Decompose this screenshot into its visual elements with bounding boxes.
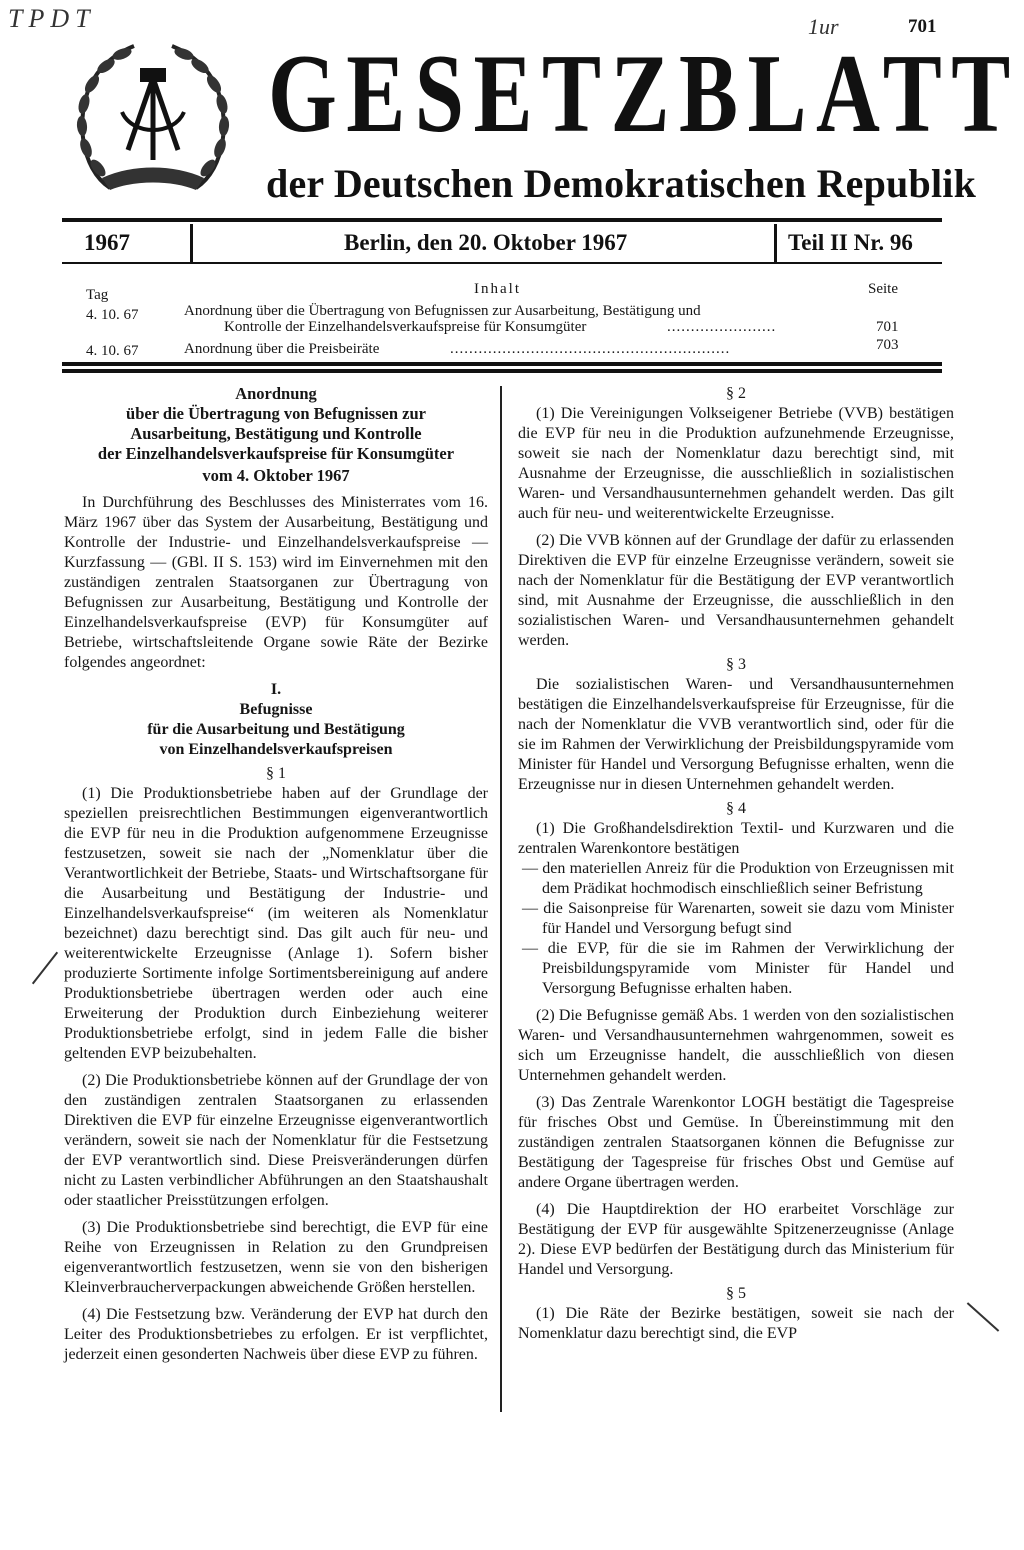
toc-entry-date: 4. 10. 67 bbox=[86, 307, 139, 323]
contents-rule bbox=[62, 369, 942, 373]
section-title: von Einzelhandelsverkaufspreisen bbox=[159, 741, 393, 758]
state-emblem-icon bbox=[72, 38, 234, 200]
margin-mark bbox=[32, 952, 58, 985]
paragraph-text: (3) Die Produktionsbetriebe sind berechtigt, die EVP für eine Reihe von Erzeugnissen in Relation zu den Grundpreisen eigenverantwortlich festzusetzen, wenn sie von den bisherigen Kleinverbraucherverpackungen abweichende Größen herstellen. bbox=[64, 1219, 488, 1296]
section-title: Befugnisse bbox=[239, 701, 313, 718]
paragraph-text: (3) Das Zentrale Warenkontor LOGH bestätigt die Tagespreise für frisches Obst und Gemüse. In Übereinstimmung mit den zuständigen zentralen Staatsorganen können die Befugnisse zur Bestätigung der Tagespreise für frisches Obst und Gemüse auf andere Organe übertragen werden. bbox=[518, 1094, 954, 1191]
paragraph-text: (1) Die Großhandelsdirektion Textil- und Kurzwaren und die zentralen Warenkontore bestätigen bbox=[518, 820, 954, 857]
toc-entry-page: 701 bbox=[876, 319, 899, 335]
issue-divider bbox=[774, 224, 777, 264]
toc-page-header: Seite bbox=[868, 281, 898, 297]
toc-entry-title: Kontrolle der Einzelhandelsverkaufspreise für Konsumgüter bbox=[224, 319, 587, 335]
list-item: — die Saisonpreise für Warenarten, soweit sie dazu vom Minister für Handel und Versorgung befugt sind bbox=[522, 900, 954, 937]
toc-leader-dots: ........................................................... bbox=[450, 341, 731, 357]
paragraph-sign: § 3 bbox=[726, 656, 746, 673]
paragraph-sign: § 4 bbox=[726, 800, 746, 817]
issue-year: 1967 bbox=[84, 230, 130, 255]
paragraph-text: (4) Die Festsetzung bzw. Veränderung der EVP hat durch den Leiter des Produktionsbetriebes zu erfolgen. Er ist verpflichtet, jederzeit einen gesonderten Nachweis über diese EVP zu führen. bbox=[64, 1306, 488, 1363]
margin-mark bbox=[967, 1302, 1000, 1332]
toc-entry-page: 703 bbox=[876, 337, 899, 353]
issue-bar bbox=[62, 224, 942, 262]
paragraph-text: (1) Die Räte der Bezirke bestätigen, soweit sie nach der Nomenklatur dazu berechtigt sind, die EVP bbox=[518, 1305, 954, 1342]
paragraph-sign: § 5 bbox=[726, 1285, 746, 1302]
list-item: — den materiellen Anreiz für die Produktion von Erzeugnissen mit dem Prädikat hochmodisch einschließlich seiner Befristung bbox=[522, 860, 954, 897]
masthead-title: GESETZBLATT bbox=[268, 32, 1020, 156]
decree-intro: In Durchführung des Beschlusses des Ministerrates vom 16. März 1967 über das System der Ausarbeitung, Bestätigung und Kontrolle der Industrie- und Einzelhandelsverkaufspreise — Kurzfassung — (GBl. II S. 153) wird im Einvernehmen mit den zuständigen zentralen Staatsorganen zur Übertragung von Befugnissen zur Ausarbeitung, Bestätigung und Kontrolle der Einzelhandelsverkaufspreise (EVP) für Konsumgüter auf Betriebe, wirtschaftsleitende Organe sowie Räte der Bezirke folgendes angeordnet: bbox=[64, 494, 488, 671]
toc-entry-title: Anordnung über die Übertragung von Befugnissen zur Ausarbeitung, Bestätigung und bbox=[184, 303, 701, 319]
column-divider bbox=[500, 386, 502, 1412]
toc-day-header: Tag bbox=[86, 287, 109, 303]
paragraph-sign: § 2 bbox=[726, 385, 746, 402]
list-item: — die EVP, für die sie im Rahmen der Verwirklichung der Preisbildungspyramide vom Minister für Handel und Versorgung Befugnisse erhalten haben. bbox=[522, 940, 954, 997]
left-column bbox=[64, 384, 488, 1365]
decree-title: Ausarbeitung, Bestätigung und Kontrolle bbox=[130, 424, 422, 443]
paragraph-text: Die sozialistischen Waren- und Versandhausunternehmen bestätigen die Einzelhandelsverkaufspreise für Erzeugnisse, für die nach der Nomenklatur die VVB verantwortlich sind, oder für die sie im Rahmen der Verwirklichung der Preisbildungspyramide vom Minister für Handel und Versorgung Befugnisse erhalten, wenn die Erzeugnisse nur in diesen Unternehmen gehandelt werden. bbox=[518, 676, 954, 793]
decree-title: der Einzelhandelsverkaufspreise für Konsumgüter bbox=[97, 444, 455, 463]
issue-place-date: Berlin, den 20. Oktober 1967 bbox=[344, 230, 628, 255]
right-column bbox=[518, 384, 954, 1344]
paragraph-text: (1) Die Produktionsbetriebe haben auf der Grundlage der speziellen preisrechtlichen Bestimmungen eigenverantwortlich die EVP für neu in die Produktion aufgenommene Erzeugnisse festzusetzen, soweit sie nach der „Nomenklatur über die Verantwortlichkeit der Betriebe, Staats- und Wirtschaftsorgane für die Ausarbeitung und Bestätigung der Industrie- und Einzelhandelsverkaufspreise“ (im weiteren als Nomenklatur bezeichnet) dazu berechtigt sind. Das gilt auch für neu- und weiterentwickelte Erzeugnisse (Anlage 1). Sofern bisher produzierte Sortimente infolge Sortimentsbereinigung auf andere Produktionsbetriebe übertragen werden oder auch eine Erweiterung der Produktion durch Einbeziehung weiterer Produktionsbetriebe erfolgt, sind in jedem Falle die bisher geltenden EVP beizubehalten. bbox=[64, 785, 488, 1062]
toc-entry-title: Anordnung über die Preisbeiräte bbox=[184, 341, 380, 357]
handwritten-note: TPDT bbox=[8, 4, 96, 33]
masthead-rule bbox=[62, 218, 942, 222]
page-number: 701 bbox=[908, 16, 937, 37]
issue-divider bbox=[190, 224, 193, 264]
paragraph-text: (1) Die Vereinigungen Volkseigener Betriebe (VVB) bestätigen die EVP für neu in die Produktion aufzunehmende Erzeugnisse, soweit sie nach der Nomenklatur dazu berechtigt sind, mit Ausnahme der Erzeugnisse, die ausschließlich in sozialistischen Waren- und Versandhausunternehmen gehandelt werden. Das gilt auch für neu- und weiterentwickelte Erzeugnisse. bbox=[518, 405, 954, 522]
issue-bar-rule bbox=[62, 262, 942, 264]
contents-rule bbox=[62, 362, 942, 366]
issue-part-number: Teil II Nr. 96 bbox=[788, 230, 913, 255]
table-of-contents bbox=[62, 278, 942, 358]
handwritten-note: 1ur bbox=[808, 14, 839, 39]
paragraph-text: (2) Die Produktionsbetriebe können auf der Grundlage der von den zuständigen zentralen Staatsorganen zu erlassenden Direktiven die EVP für einzelne Erzeugnisse eigenverantwortlich verändern, soweit sie nach der Nomenklatur für die Festsetzung der EVP verantwortlich sind. Diese Preisveränderungen dürfen nicht zu Lasten verbindlicher Abführungen an den Staatshaushalt oder staatlicher Preisstützungen erfolgen. bbox=[64, 1072, 488, 1209]
section-number: I. bbox=[270, 681, 282, 698]
toc-heading: Inhalt bbox=[474, 281, 521, 297]
paragraph-text: (2) Die VVB können auf der Grundlage der dafür zu erlassenden Direktiven die EVP für einzelne Erzeugnisse verändern, soweit sie nach der Nomenklatur für die Bestätigung der EVP verantwortlich sind, mit Ausnahme der Erzeugnisse, die ausschließlich in den sozialistischen Waren- und Versandhausunternehmen gehandelt werden. bbox=[518, 532, 954, 649]
decree-title: Anordnung bbox=[235, 384, 317, 403]
masthead-subtitle: der Deutschen Demokratischen Republik bbox=[266, 161, 977, 206]
toc-leader-dots: ....................... bbox=[667, 319, 777, 335]
decree-date: vom 4. Oktober 1967 bbox=[202, 466, 350, 485]
paragraph-text: (2) Die Befugnisse gemäß Abs. 1 werden von den sozialistischen Waren- und Versandhausunternehmen wahrgenommen, soweit es sich um Erzeugnisse handelt, die ausschließlich von diesen Unternehmen gehandelt werden. bbox=[518, 1007, 954, 1084]
decree-title: über die Übertragung von Befugnissen zur bbox=[126, 404, 426, 423]
paragraph-text: (4) Die Hauptdirektion der HO erarbeitet Vorschläge zur Bestätigung der EVP für ausgewählte Spitzenerzeugnisse (Anlage 2). Diese EVP bedürfen der Bestätigung durch das Ministerium für Handel und Versorgung. bbox=[518, 1201, 954, 1278]
toc-entry-date: 4. 10. 67 bbox=[86, 343, 139, 359]
paragraph-sign: § 1 bbox=[266, 765, 286, 782]
section-title: für die Ausarbeitung und Bestätigung bbox=[147, 721, 405, 738]
